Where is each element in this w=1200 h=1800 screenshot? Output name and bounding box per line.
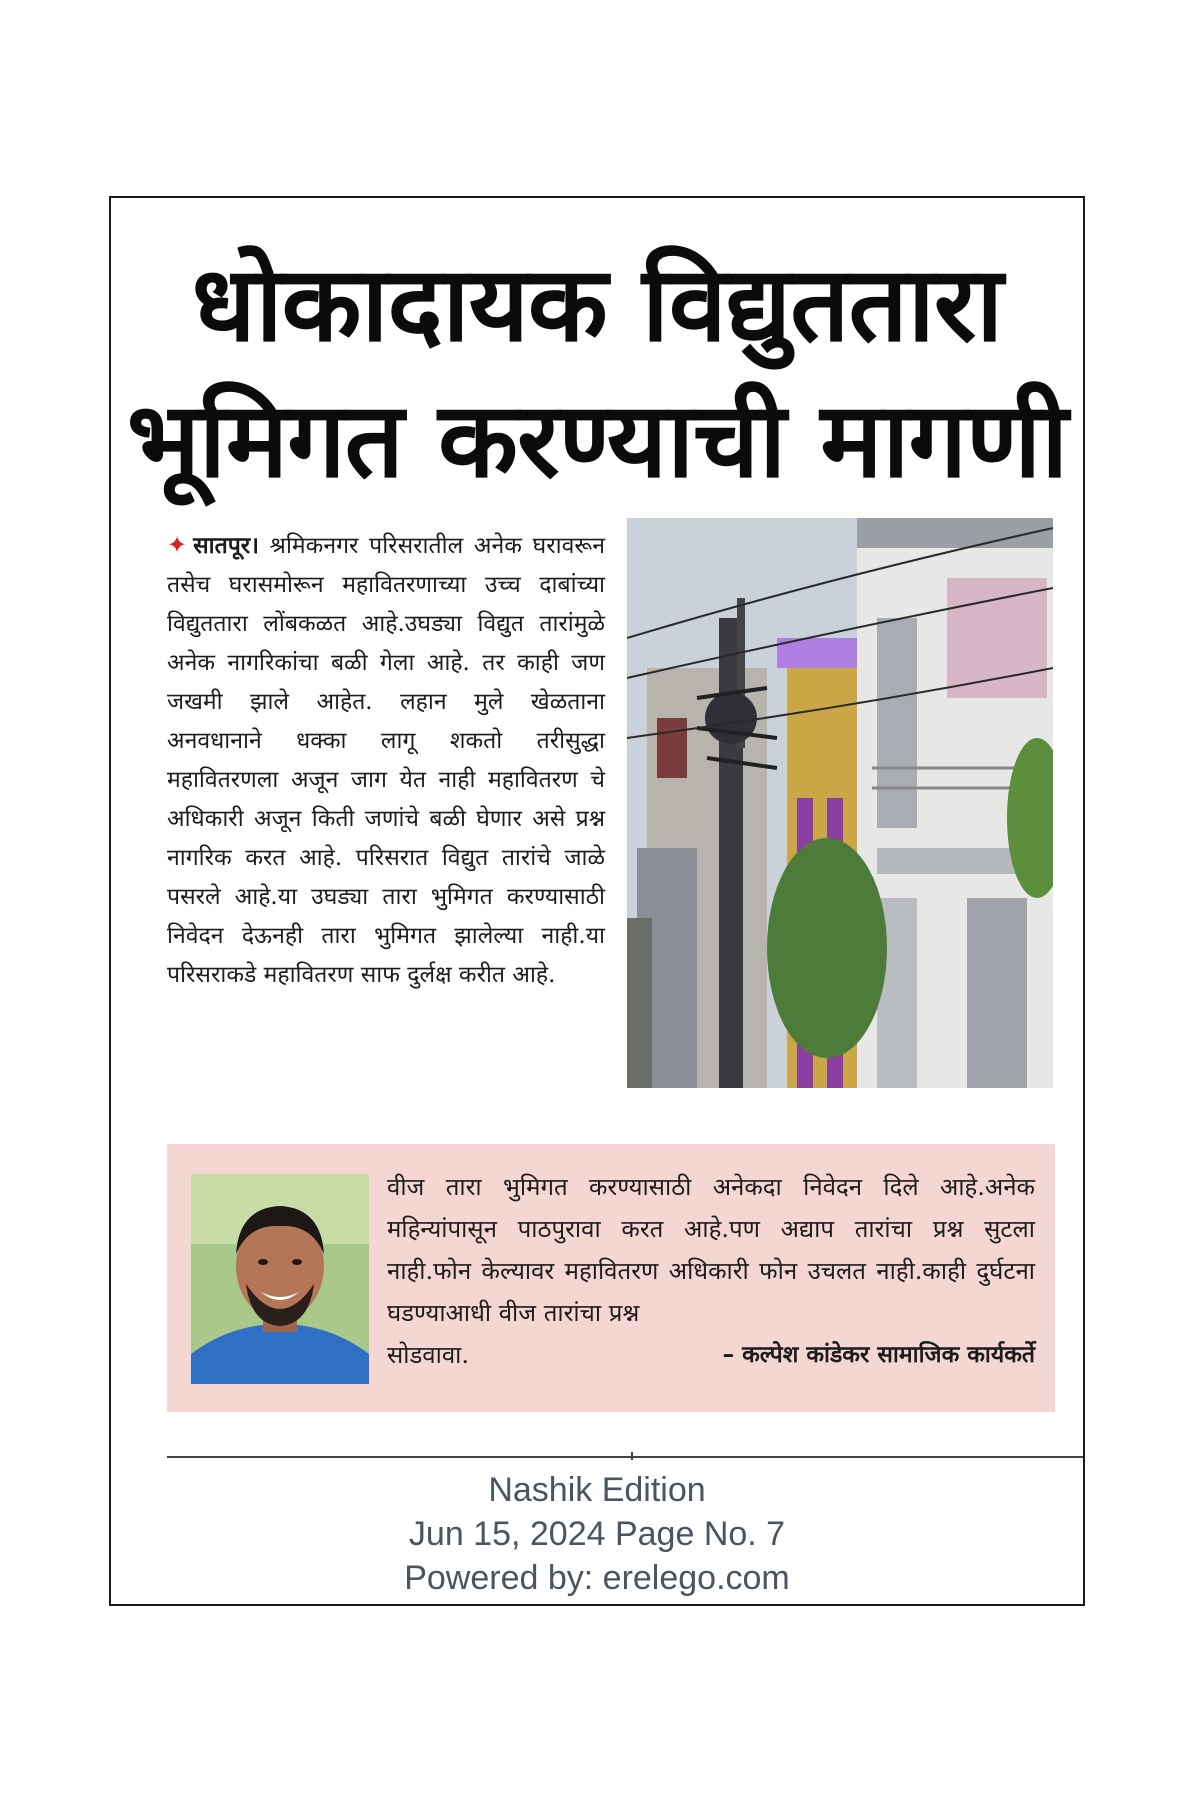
footer-powered-by: Powered by: erelego.com <box>404 1559 790 1597</box>
quote-box <box>167 1144 1055 1412</box>
headline-line-1: धोकादायक विद्युततारा <box>191 243 1003 365</box>
quote-text <box>387 1166 1035 1376</box>
article-dateline: सातपूर। <box>193 532 259 559</box>
portrait-photo <box>191 1174 369 1384</box>
footer-edition: Nashik Edition <box>488 1471 706 1509</box>
article-text: श्रमिकनगर परिसरातील अनेक घरावरून तसेच घरासमोरून महावितरणाच्या उच्च दाबांच्या विद्युततारा लोंबकळत आहे.उघड्या विद्युत तारांमुळे अनेक नागरिकांचा बळी गेला आहे. तर काही जण जखमी झाले आहेत. लहान मुले खेळताना अनवधानाने धक्का लागू शकतो तरीसुद्धा महावितरणला अजून जाग येत नाही महावितरण चे अधिकारी अजून किती जणांचे बळी घेणार असे प्रश्न नागरिक करत आहे. परिसरात विद्युत तारांचे जाळे पसरले आहे.या उघड्या तारा भुमिगत करण्यासाठी निवेदन देऊनही तारा भुमिगत झालेल्या नाही.या परिसराकडे महावितरण साफ दुर्लक्ष करीत आहे. <box>167 533 605 988</box>
footer <box>111 1468 1083 1600</box>
quote-attribution: – कल्पेश कांडेकर सामाजिक कार्यकर्ते <box>722 1342 1035 1368</box>
street-photo-illustration <box>627 518 1053 1088</box>
news-clipping <box>109 196 1085 1606</box>
headline <box>111 236 1083 508</box>
red-star-icon: ✦ <box>167 531 188 559</box>
footer-divider <box>167 1456 1083 1458</box>
headline-line-2: भूमिगत करण्याची मागणी <box>126 379 1068 501</box>
footer-divider-tick <box>631 1452 633 1460</box>
article-body <box>167 526 605 995</box>
quote-tail-line <box>387 1334 1035 1376</box>
quote-body: वीज तारा भुमिगत करण्यासाठी अनेकदा निवेदन दिले आहे.अनेक महिन्यांपासून पाठपुरावा करत आहे.पण अद्याप तारांचा प्रश्न सुटला नाही.फोन केल्यावर महावितरण अधिकारी फोन उचलत नाही.काही दुर्घटना घडण्याआधी वीज तारांचा प्रश्न <box>387 1173 1035 1327</box>
quote-tail: सोडवावा. <box>387 1341 470 1369</box>
portrait-illustration <box>191 1174 369 1384</box>
street-photo <box>627 518 1053 1088</box>
footer-date-page: Jun 15, 2024 Page No. 7 <box>408 1515 786 1553</box>
